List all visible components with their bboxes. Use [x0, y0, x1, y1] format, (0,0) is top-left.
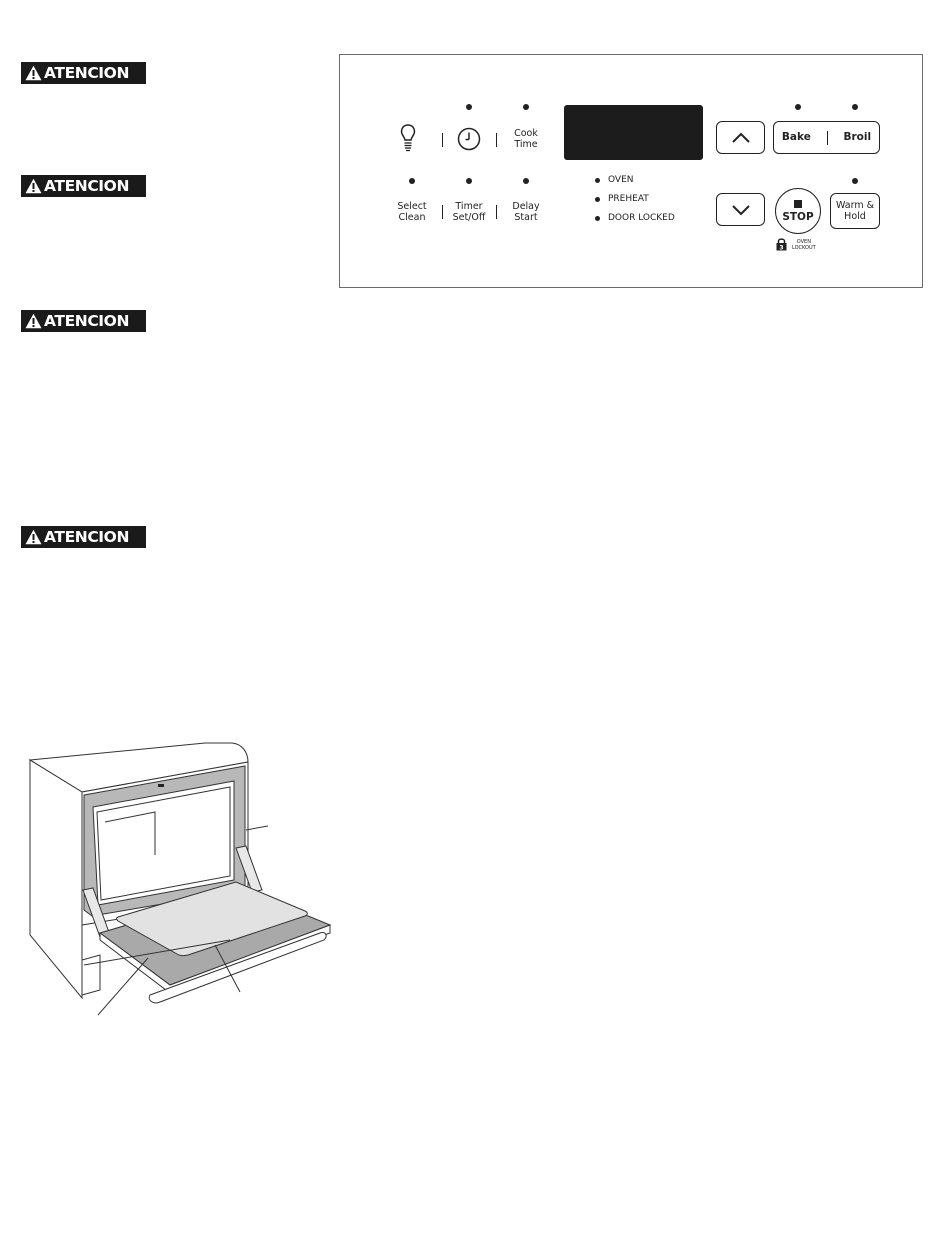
cook-time-button[interactable]: Cook Time: [514, 128, 538, 150]
warning-text: ATENCION: [44, 312, 130, 330]
down-arrow-button[interactable]: [716, 193, 765, 226]
warning-label-1: [21, 62, 146, 84]
lock-icon: [776, 237, 787, 251]
separator: [827, 131, 828, 145]
stop-square-icon: [794, 200, 802, 208]
oven-display: [564, 105, 703, 160]
select-clean-indicator-dot: [409, 178, 415, 184]
broil-button[interactable]: Broil: [843, 131, 872, 143]
down-arrow-icon: [731, 204, 751, 216]
stop-button[interactable]: STOP: [775, 188, 821, 234]
delay-start-indicator-dot: [523, 178, 529, 184]
oven-door-open-icon: [0, 740, 345, 1040]
light-bulb-icon: [400, 123, 416, 153]
timer-set-off-button[interactable]: Timer Set/Off: [452, 201, 486, 223]
separator: [442, 205, 443, 219]
warning-triangle-icon: [25, 529, 42, 545]
delay-start-button[interactable]: Delay Start: [512, 201, 540, 223]
bake-indicator-dot: [795, 104, 801, 110]
bake-button[interactable]: Bake: [781, 131, 811, 143]
indicator-oven: OVEN: [595, 175, 634, 185]
oven-lockout-label: OVEN LOCKOUT: [792, 239, 816, 251]
timer-set-indicator-dot: [466, 178, 472, 184]
warning-text: ATENCION: [44, 177, 130, 195]
separator: [496, 133, 497, 147]
bake-broil-button-group: [773, 121, 880, 154]
clock-icon[interactable]: [457, 127, 481, 151]
warning-label-4: [21, 526, 146, 548]
warning-label-3: [21, 310, 146, 332]
broil-indicator-dot: [852, 104, 858, 110]
warning-text: ATENCION: [44, 64, 130, 82]
cook-time-indicator-dot: [523, 104, 529, 110]
up-arrow-icon: [731, 132, 751, 144]
indicator-door-locked: DOOR LOCKED: [595, 213, 675, 223]
control-panel-diagram: [339, 54, 923, 288]
warning-triangle-icon: [25, 178, 42, 194]
warning-triangle-icon: [25, 65, 42, 81]
warm-hold-button[interactable]: Warm & Hold: [830, 193, 880, 229]
warning-text: ATENCION: [44, 528, 130, 546]
warning-label-2: [21, 175, 146, 197]
warning-triangle-icon: [25, 313, 42, 329]
timer-indicator-dot: [466, 104, 472, 110]
up-arrow-button[interactable]: [716, 121, 765, 154]
indicator-preheat: PREHEAT: [595, 194, 649, 204]
separator: [496, 205, 497, 219]
separator: [442, 133, 443, 147]
select-clean-button[interactable]: Select Clean: [397, 201, 427, 223]
warm-hold-indicator-dot: [852, 178, 858, 184]
lockout-number: 3: [779, 244, 784, 251]
